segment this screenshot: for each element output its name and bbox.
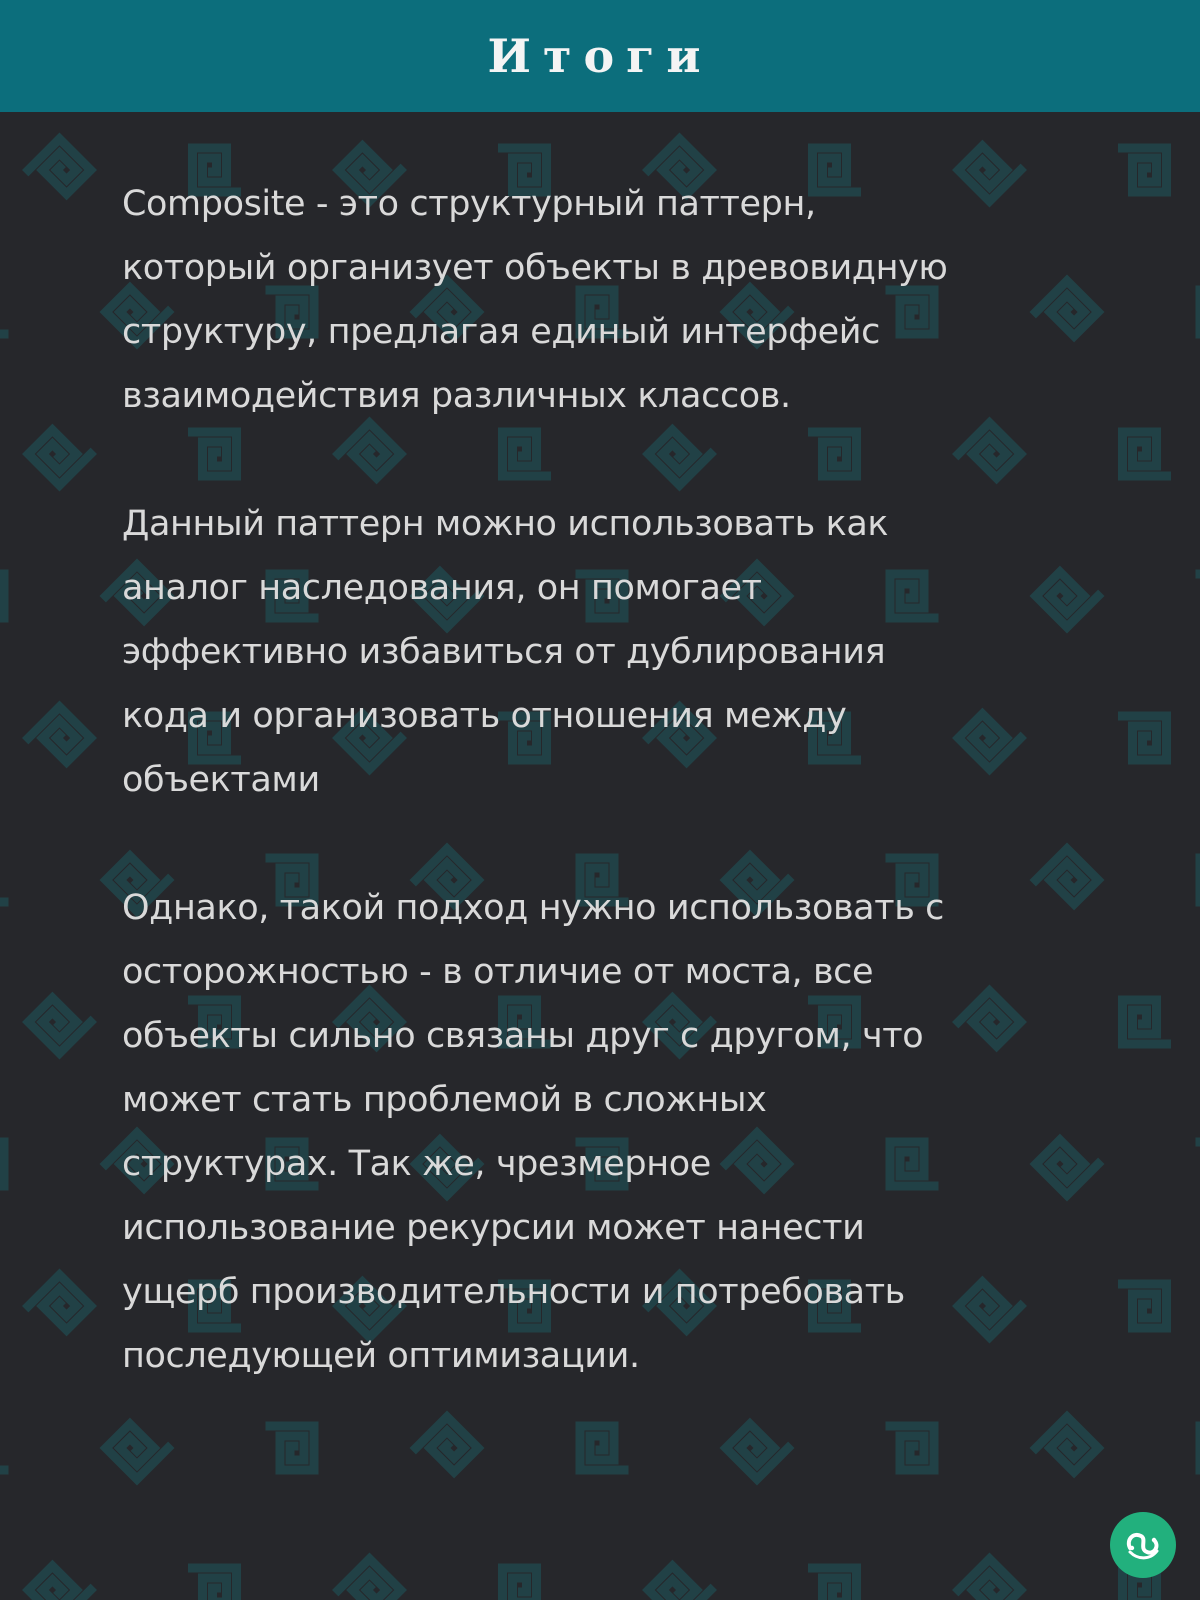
paragraph-line: объектами xyxy=(122,760,320,800)
spiral-pattern-icon xyxy=(416,1417,478,1479)
spiral-pattern-icon xyxy=(580,1426,624,1470)
spiral-pattern-icon xyxy=(958,1559,1020,1600)
spiral-pattern-icon xyxy=(28,1559,90,1600)
spiral-pattern-icon xyxy=(106,1417,168,1479)
spiral-pattern-icon xyxy=(726,1417,788,1479)
paragraph-line: использование рекурсии может нанести xyxy=(122,1208,865,1248)
paragraph-composite-definition xyxy=(122,172,1122,428)
paragraph-line: последующей оптимизации. xyxy=(122,1336,640,1376)
logo-mark xyxy=(1119,1521,1167,1569)
paragraph-line: взаимодействия различных классов. xyxy=(122,376,791,416)
page-header xyxy=(0,0,1200,112)
spiral-pattern-icon xyxy=(1123,148,1167,192)
logo-icon xyxy=(1110,1512,1176,1578)
spiral-pattern-icon xyxy=(1036,1417,1098,1479)
paragraph-line: аналог наследования, он помогает xyxy=(122,568,762,608)
spiral-pattern-icon xyxy=(0,1426,4,1470)
spiral-pattern-icon xyxy=(890,1426,934,1470)
spiral-pattern-icon xyxy=(1123,432,1167,476)
paragraph-line: структурах. Так же, чрезмерное xyxy=(122,1144,711,1184)
spiral-pattern-icon xyxy=(28,991,90,1053)
paragraph-usage xyxy=(122,492,1122,812)
spiral-pattern-icon xyxy=(28,1275,90,1337)
spiral-pattern-icon xyxy=(338,1559,400,1600)
spiral-pattern-icon xyxy=(1123,1284,1167,1328)
paragraph-line: структуру, предлагая единый интерфейс xyxy=(122,312,880,352)
spiral-pattern-icon xyxy=(1123,1000,1167,1044)
paragraph-line: ущерб производительности и потребовать xyxy=(122,1272,905,1312)
spiral-pattern-icon xyxy=(648,1559,710,1600)
paragraph-line: Composite - это структурный паттерн, xyxy=(122,184,816,224)
paragraph-line: который организует объекты в древовидную xyxy=(122,248,948,288)
paragraph-line: Однако, такой подход нужно использовать с xyxy=(122,888,945,928)
paragraph-line: осторожностью - в отличие от моста, все xyxy=(122,952,874,992)
paragraph-line: Данный паттерн можно использовать как xyxy=(122,504,889,544)
page-title: Итоги xyxy=(487,29,713,83)
spiral-pattern-icon xyxy=(0,1142,4,1186)
spiral-pattern-icon xyxy=(503,1568,547,1600)
spiral-pattern-icon xyxy=(193,1568,237,1600)
spiral-pattern-icon xyxy=(0,574,4,618)
spiral-pattern-icon xyxy=(1123,716,1167,760)
paragraph-line: эффективно избавиться от дублирования xyxy=(122,632,886,672)
spiral-pattern-icon xyxy=(813,1568,857,1600)
spiral-pattern-icon xyxy=(0,290,4,334)
paragraph-caution xyxy=(122,876,1122,1388)
spiral-pattern-icon xyxy=(28,423,90,485)
paragraph-line: может стать проблемой в сложных xyxy=(122,1080,767,1120)
spiral-pattern-icon xyxy=(0,858,4,902)
spiral-pattern-icon xyxy=(28,139,90,201)
paragraph-line: объекты сильно связаны друг с другом, что xyxy=(122,1016,924,1056)
summary-text xyxy=(122,172,1122,1388)
paragraph-line: кода и организовать отношения между xyxy=(122,696,847,736)
spiral-pattern-icon xyxy=(28,707,90,769)
spiral-pattern-icon xyxy=(270,1426,314,1470)
